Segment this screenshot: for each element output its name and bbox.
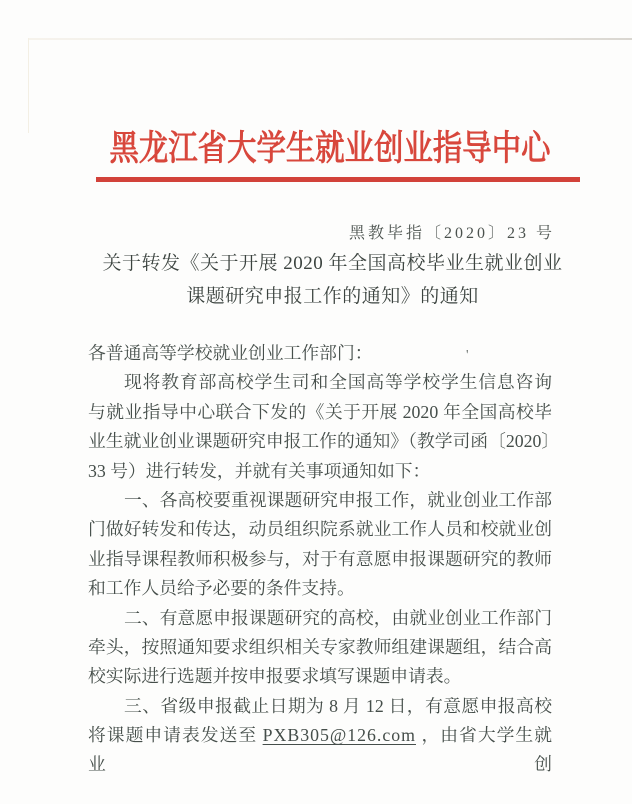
body-line: 业生就业创业课题研究申报工作的通知》（教学司函〔2020〕 xyxy=(88,431,560,452)
scan-edge-artifact-top xyxy=(28,38,632,40)
email-line-prefix: 将课题申请表发送至 xyxy=(88,725,263,746)
body-line-item-3: 三、省级申报截止日期为 8 月 12 日，有意愿申报高校 xyxy=(124,695,552,716)
document-title-line1: 关于转发《关于开展 2020 年全国高校毕业生就业创业 xyxy=(102,253,563,274)
body-line: 校实际进行选题并按申报要求填写课题申请表。 xyxy=(88,666,462,687)
body-line: 33 号）进行转发，并就有关事项通知如下： xyxy=(88,460,431,481)
document-title xyxy=(60,247,605,313)
letterhead-org-name: 黑龙江省大学生就业创业指导中心 xyxy=(109,129,551,168)
body-line: 门做好转发和传达，动员组织院系就业工作人员和校就业创 xyxy=(88,519,552,540)
body-line-with-email xyxy=(88,721,552,775)
body-line: 牵头，按照通知要求组织相关专家教师组建课题组，结合高 xyxy=(88,636,552,657)
body-line: 与就业指导中心联合下发的《关于开展 2020 年全国高校毕 xyxy=(88,401,552,422)
body-line: 现将教育部高校学生司和全国高等学校学生信息咨询 xyxy=(124,372,552,393)
document-title-line2: 课题研究申报工作的通知》的通知 xyxy=(186,286,479,307)
email-line-suffix: ，由省大学生就业创 xyxy=(88,725,552,775)
body-line: 业指导课程教师积极参与，对于有意愿申报课题研究的教师 xyxy=(88,548,552,569)
body-line-salutation: 各普通高等学校就业创业工作部门： xyxy=(88,343,373,363)
scan-stray-mark: ' xyxy=(466,348,469,363)
body-line: 和工作人员给予必要的条件支持。 xyxy=(88,578,355,599)
document-body xyxy=(88,339,560,775)
letterhead-red-divider xyxy=(96,177,580,182)
email-address: PXB305@126.com xyxy=(262,725,416,746)
body-line-item-2: 二、有意愿申报课题研究的高校，由就业创业工作部门 xyxy=(124,607,552,628)
document-number: 黑教毕指〔2020〕23 号 xyxy=(348,225,555,242)
scan-edge-artifact-left xyxy=(28,38,29,133)
body-line-item-1: 一、各高校要重视课题研究申报工作，就业创业工作部 xyxy=(124,489,552,510)
